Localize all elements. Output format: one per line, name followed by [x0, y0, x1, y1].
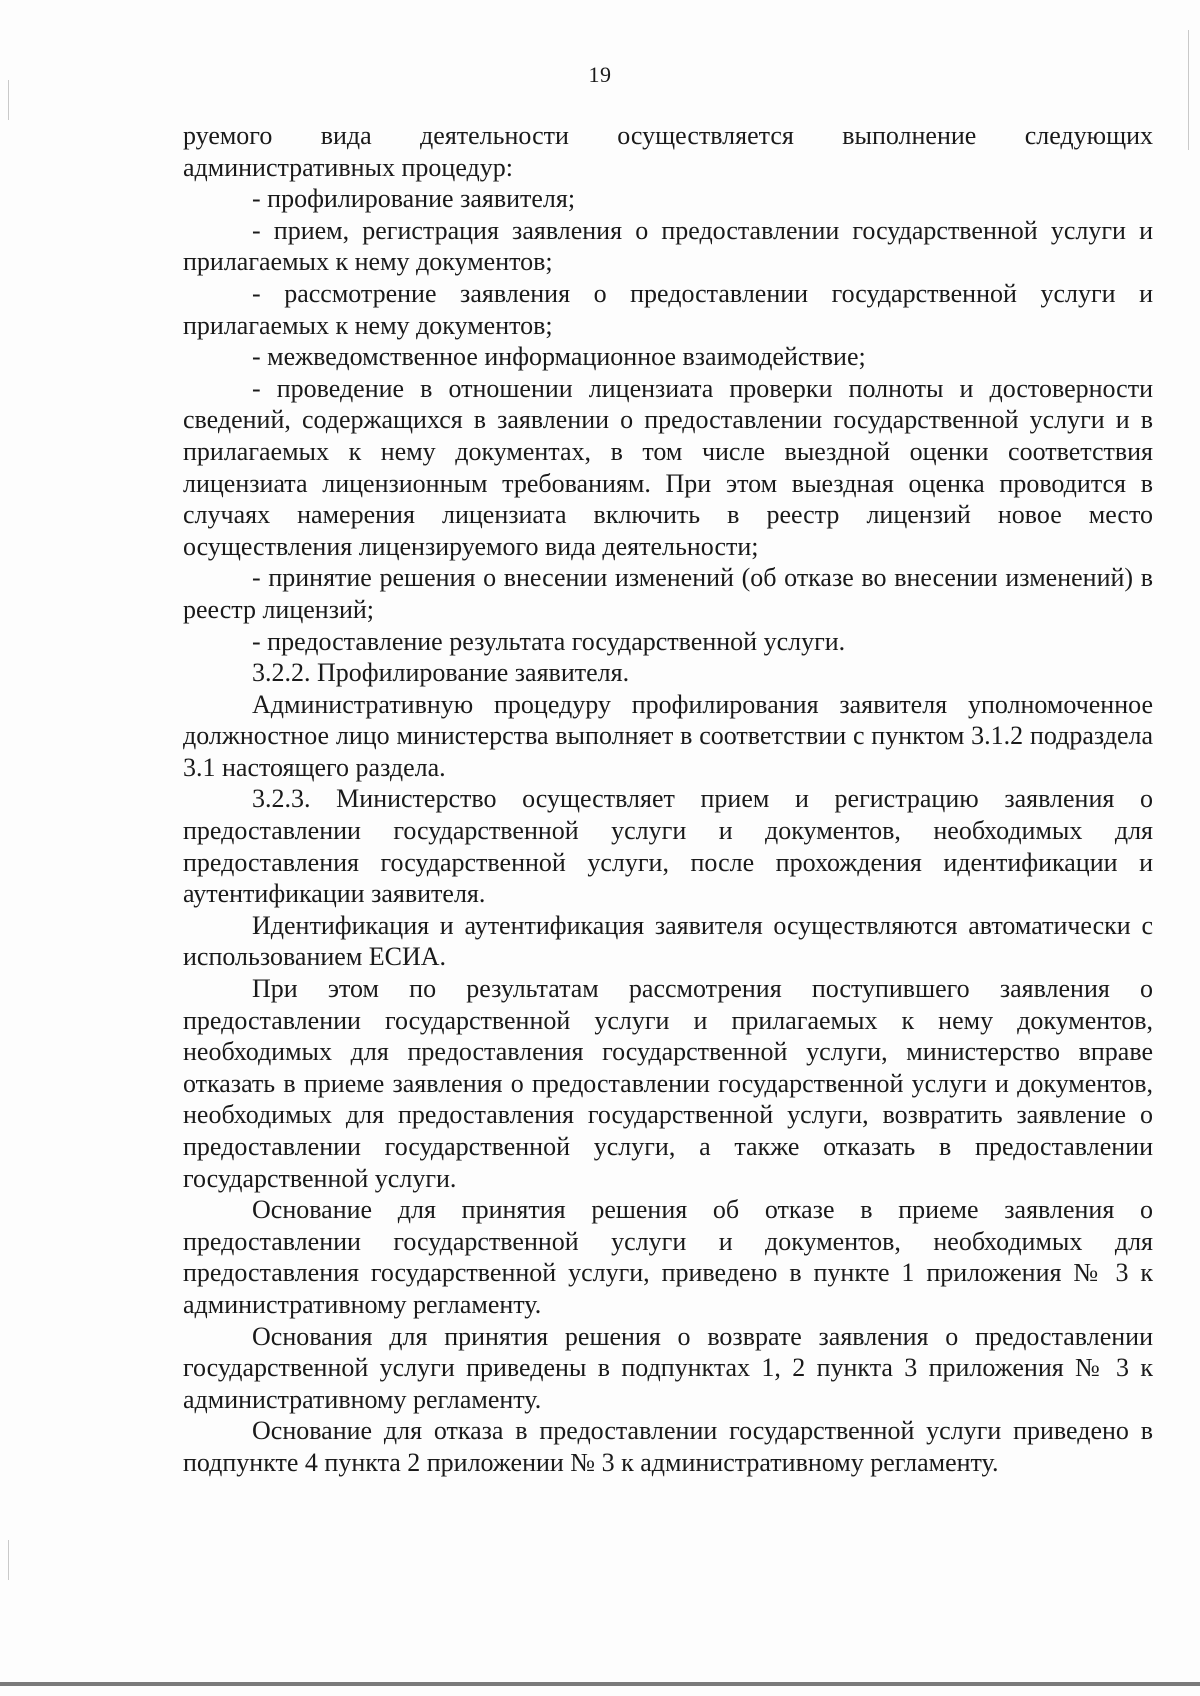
list-item: - профилирование заявителя; [252, 184, 576, 214]
page-number: 19 [588, 62, 612, 87]
list-item: - межведомственное информационное взаимодействие; [252, 342, 866, 372]
list-item: - предоставление результата государственной услуги. [252, 626, 846, 656]
scan-artifact-left-lower [8, 1540, 9, 1580]
list-item: - принятие решения о внесении изменений (об отказе во внесении изменений) в реестр лицензий; [183, 563, 1153, 624]
section-heading: 3.2.2. Профилирование заявителя. [252, 658, 630, 688]
scan-artifact-right [1188, 30, 1189, 150]
list-item: - рассмотрение заявления о предоставлении государственной услуги и прилагаемых к нему документов; [183, 278, 1153, 340]
list-item: - проведение в отношении лицензиата проверки полноты и достоверности сведений, содержащихся в заявлении о предоставлении государственной услуги и в прилагаемых к нему документах, в том числе выездной оценки соответствия лицензиата лицензионным требованиям. При этом выездная оценка проводится в случаях намерения лицензиата включить в реестр лицензий новое место осуществления лицензируемого вида деятельности; [183, 373, 1153, 561]
paragraph: Идентификация и аутентификация заявителя осуществляются автоматически с использованием ЕСИА. [183, 910, 1153, 972]
paragraph: При этом по результатам рассмотрения поступившего заявления о предоставлении государственной услуги и прилагаемых к нему документов, необходимых для предоставления государственной услуги, министерство вправе отказать в приеме заявления о предоставлении государственной услуги и документов, необходимых для предоставления государственной услуги, возвратить заявление о предоставлении государственной услуги, а также отказать в предоставлении государственной услуги. [183, 974, 1153, 1193]
paragraph: Административную процедуру профилирования заявителя уполномоченное должностное лицо министерства выполняет в соответствии с пунктом 3.1.2 подраздела 3.1 настоящего раздела. [183, 689, 1153, 782]
paragraph: Основание для отказа в предоставлении государственной услуги приведено в подпункте 4 пункта 2 приложении № 3 к административному регламенту. [183, 1416, 1153, 1477]
document-body [183, 120, 1153, 1479]
paragraph: руемого вида деятельности осуществляется выполнение следующих административных процедур: [183, 121, 1153, 182]
paragraph: Основания для принятия решения о возврате заявления о предоставлении государственной услуги приведены в подпунктах 1, 2 пункта 3 приложения № 3 к административному регламенту. [183, 1321, 1153, 1414]
scan-bottom-edge [0, 1682, 1200, 1686]
list-item: - прием, регистрация заявления о предоставлении государственной услуги и прилагаемых к нему документов; [183, 215, 1153, 277]
section-paragraph: 3.2.3. Министерство осуществляет прием и регистрацию заявления о предоставлении государственной услуги и документов, необходимых для предоставления государственной услуги, после прохождения идентификации и аутентификации заявителя. [183, 784, 1153, 909]
paragraph: Основание для принятия решения об отказе в приеме заявления о предоставлении государственной услуги и документов, необходимых для предоставления государственной услуги, приведено в пункте 1 приложения № 3 к административному регламенту. [183, 1195, 1153, 1319]
